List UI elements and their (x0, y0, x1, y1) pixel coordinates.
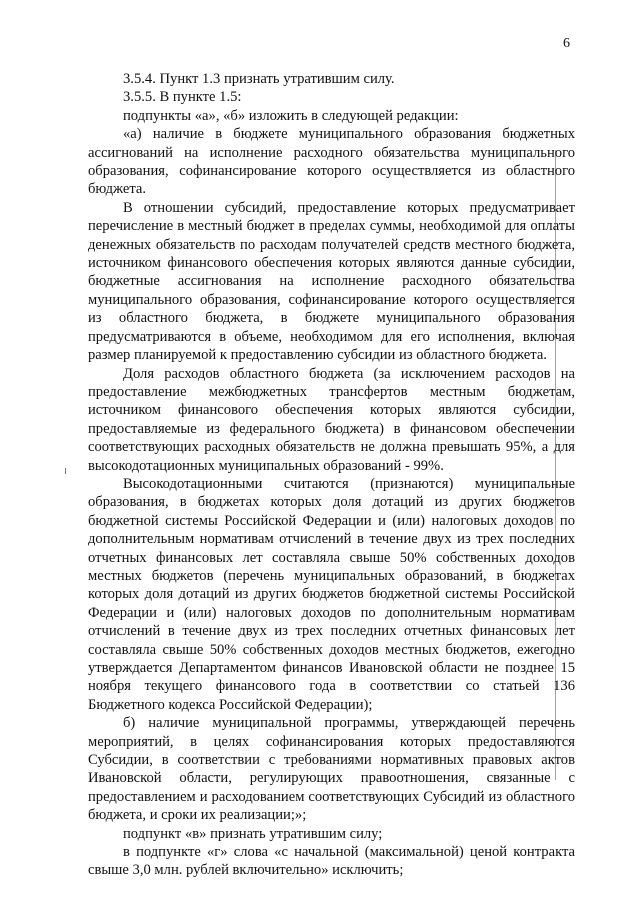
scan-artifact-mark (65, 468, 66, 474)
paragraph-expense-share: Доля расходов областного бюджета (за исключением расходов на предоставление межбюджетных трансфертов местным бюджетам, источником финансового обеспечения которых являются субсидии, предоставляемые из федерального бюджета) в финансовом обеспечении соответствующих расходных обязательств не должна превышать 95%, а для высокодотационных муниципальных образований - 99%. (88, 365, 575, 474)
paragraph-subitem-a: «а) наличие в бюджете муниципального образования бюджетных ассигнований на исполнение расходного обязательства муниципального образования, софинансирование которого осуществляется из областного бюджета. (88, 126, 575, 198)
document-body (88, 70, 575, 880)
paragraph-item-3-5-4: 3.5.4. Пункт 1.3 признать утратившим силу. (123, 71, 395, 87)
paragraph-subitem-g: в подпункте «г» слова «с начальной (максимальной) ценой контракта свыше 3,0 млн. рублей включительно» исключить; (88, 844, 575, 879)
paragraph-subitem-v: подпункт «в» признать утратившим силу; (123, 825, 383, 842)
page-number: 6 (563, 36, 570, 51)
paragraph-high-subsidy: Высокодотационными считаются (признаются) муниципальные образования, в бюджетах которых доля дотаций из других бюджетов бюджетной системы Российской Федерации и (или) налоговых доходов по дополнительным нормативам отчислений в течение двух из трех последних отчетных финансовых лет составляла свыше 50% собственных доходов местных бюджетов (перечень муниципальных образований, в бюджетах которых доля дотаций из других бюджетов бюджетной системы Российской Федерации и (или) налоговых доходов по дополнительным нормативам отчислений в течение двух из трех последних отчетных финансовых лет составляла свыше 50% собственных доходов местных бюджетов, ежегодно утверждается Департаментом финансов Ивановской области не позднее 15 ноября текущего финансового года в соответствии со статьей 136 Бюджетного кодекса Российской Федерации); (88, 475, 575, 713)
paragraph-item-3-5-5: 3.5.5. В пункте 1.5: (123, 89, 242, 106)
paragraph-subsidies: В отношении субсидий, предоставление которых предусматривает перечисление в местный бюджет в пределах суммы, необходимой для оплаты денежных обязательств по расходам получателей средств местного бюджета, источником финансового обеспечения которых являются данные субсидии, бюджетные ассигнования на исполнение расходного обязательства муниципального образования, софинансирование которого осуществляется из областного бюджета, в бюджете муниципального образования предусматриваются в объеме, необходимом для его исполнения, включая размер планируемой к предоставлению субсидии из областного бюджета. (88, 199, 575, 364)
paragraph-subitems-intro: подпункты «а», «б» изложить в следующей редакции: (123, 107, 459, 124)
paragraph-subitem-b: б) наличие муниципальной программы, утверждающей перечень мероприятий, в целях софинансирования которых предоставляются Субсидии, в соответствии с требованиями нормативных правовых актов Ивановской области, регулирующих правоотношения, связанные с предоставлением и расходованием соответствующих Субсидий из областного бюджета, и сроки их реализации;»; (88, 715, 575, 824)
